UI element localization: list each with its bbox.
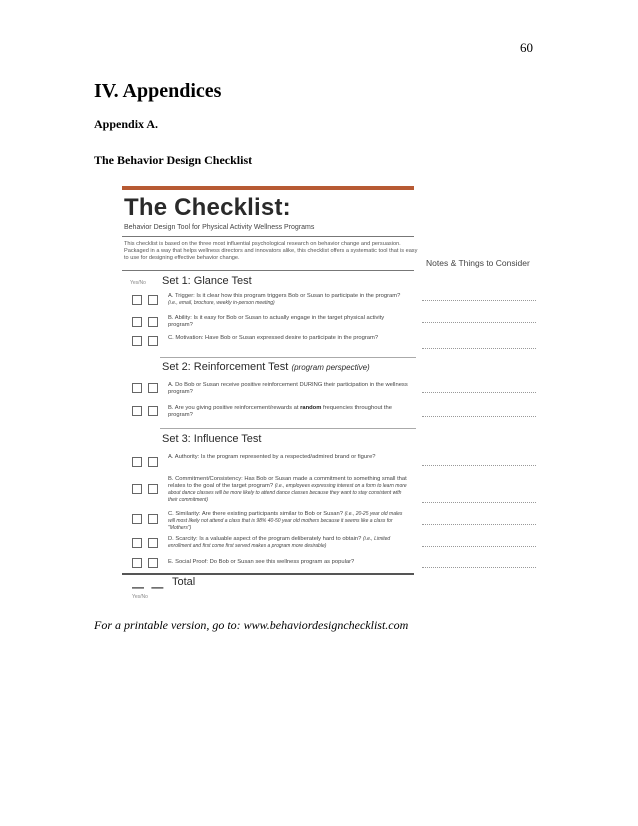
divider (122, 236, 414, 237)
question-text: A. Trigger: Is it clear how this program triggers Bob or Susan to participate in the program? (i.e., email, brochure, weekly in-person meeting) (168, 293, 401, 306)
no-checkbox[interactable] (148, 336, 158, 346)
total-blanks: — — (132, 580, 166, 594)
yes-checkbox[interactable] (132, 336, 142, 346)
no-checkbox[interactable] (148, 538, 158, 548)
question-text: B. Ability: Is it easy for Bob or Susan to actually engage in the target physical activity program? (168, 315, 385, 328)
divider (122, 573, 414, 575)
checklist-subtitle: Behavior Design Tool for Physical Activity Wellness Programs (124, 224, 315, 231)
yes-checkbox[interactable] (132, 317, 142, 327)
notes-heading: Notes & Things to Consider (426, 258, 530, 268)
printable-version-note: For a printable version, go to: www.behaviordesignchecklist.com (94, 618, 409, 632)
notes-line[interactable] (422, 546, 536, 547)
no-checkbox[interactable] (148, 457, 158, 467)
yes-checkbox[interactable] (132, 406, 142, 416)
notes-line[interactable] (422, 322, 536, 323)
question-text: A. Authority: Is the program represented by a respected/admired brand or figure? (168, 454, 376, 460)
page-number: 60 (520, 40, 533, 55)
yes-no-label: Yes/No (132, 594, 148, 600)
notes-line[interactable] (422, 502, 536, 503)
notes-line[interactable] (422, 567, 536, 568)
notes-line[interactable] (422, 524, 536, 525)
appendix-label: Appendix A. (94, 117, 159, 131)
checklist-intro: This checklist is based on the three most influential psychological research on behavior change and persuasion. Packaged in a way that helps wellness directors and innovators alike, this checklist offers a systematic tool that is easy to use for designing effective behavior change. (124, 241, 418, 261)
no-checkbox[interactable] (148, 317, 158, 327)
no-checkbox[interactable] (148, 558, 158, 568)
yes-checkbox[interactable] (132, 558, 142, 568)
question-text: A. Do Bob or Susan receive positive reinforcement DURING their participation in the wellness program? (168, 382, 408, 395)
no-checkbox[interactable] (148, 383, 158, 393)
question-text: D. Scarcity: Is a valuable aspect of the program deliberately hard to obtain? (i.e., Limited enrollment and first come first served makes a program more desirable) (168, 536, 391, 549)
no-checkbox[interactable] (148, 514, 158, 524)
question-text: C. Similarity: Are there existing participants similar to Bob or Susan? (i.e., 20-25 year old males will most likely not attend a class that is 98% 40-50 year old mothers because it seems like a class for "Mothers") (168, 511, 403, 531)
no-checkbox[interactable] (148, 484, 158, 494)
checklist-figure (122, 186, 544, 601)
yes-checkbox[interactable] (132, 538, 142, 548)
total-label: Total (172, 576, 196, 588)
yes-checkbox[interactable] (132, 484, 142, 494)
divider (160, 428, 416, 429)
notes-line[interactable] (422, 348, 536, 349)
accent-bar (122, 186, 414, 190)
question-text: B. Commitment/Consistency: Has Bob or Susan made a commitment to something small that relates to the goal of the target program? (i.e., employees expressing interest on a form to learn more about dance classes will be more likely to attend dance classes because they want to stay consistent with their commitment) (168, 476, 407, 503)
notes-line[interactable] (422, 392, 536, 393)
notes-line[interactable] (422, 416, 536, 417)
notes-line[interactable] (422, 300, 536, 301)
no-checkbox[interactable] (148, 295, 158, 305)
no-checkbox[interactable] (148, 406, 158, 416)
yes-checkbox[interactable] (132, 295, 142, 305)
question-text: E. Social Proof: Do Bob or Susan see this wellness program as popular? (168, 559, 355, 565)
notes-line[interactable] (422, 465, 536, 466)
yes-checkbox[interactable] (132, 514, 142, 524)
divider (160, 357, 416, 358)
question-text: B. Are you giving positive reinforcement/rewards at random frequencies throughout the program? (168, 405, 392, 418)
question-text: C. Motivation: Have Bob or Susan expressed desire to participate in the program? (168, 335, 379, 341)
yes-checkbox[interactable] (132, 383, 142, 393)
figure-title: The Behavior Design Checklist (94, 153, 253, 167)
divider (122, 270, 414, 271)
yes-checkbox[interactable] (132, 457, 142, 467)
set-1-heading: Set 1: Glance Test (162, 275, 252, 287)
set-3-heading: Set 3: Influence Test (162, 433, 262, 445)
section-heading: IV. Appendices (94, 80, 222, 102)
yes-no-label: Yes/No (130, 280, 146, 286)
checklist-title: The Checklist: (124, 194, 291, 221)
set-2-heading: Set 2: Reinforcement Test (program perspective) (162, 361, 370, 373)
